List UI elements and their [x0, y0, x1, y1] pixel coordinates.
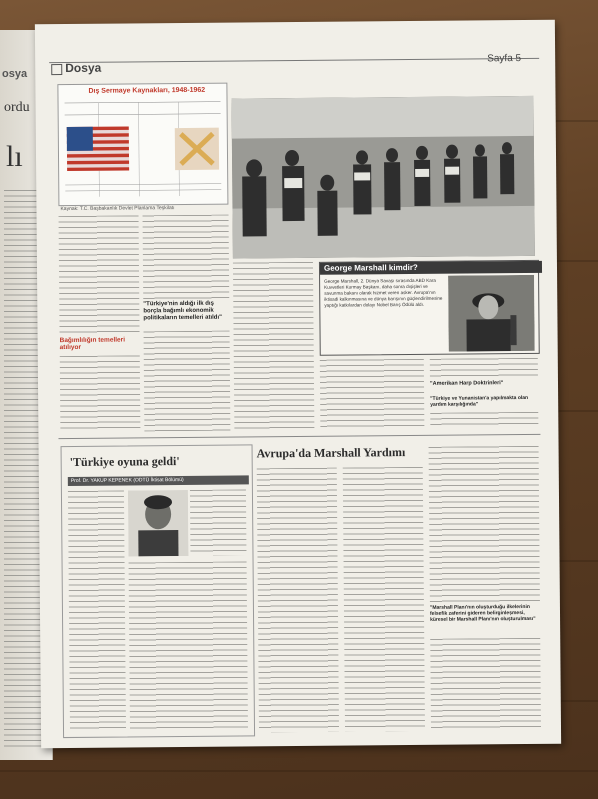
- body-text-col5b: [430, 412, 538, 429]
- article-title: Avrupa'da Marshall Yardımı: [256, 445, 406, 461]
- section-label: Dosya: [65, 60, 102, 76]
- column-text-col2: [129, 561, 248, 730]
- subhead-dependency: Bağımlılığın temelleri atılıyor: [59, 336, 126, 352]
- article-text-col1: [257, 468, 339, 733]
- marshall-box-title: George Marshall kimdir?: [320, 261, 542, 275]
- chart-graphic: [58, 84, 227, 205]
- marshall-box-text: George Marshall, 2. Dünya Savaşı sırasında ABD Kara Kuvvetleri Kurmay Başkanı, daha sonra dışişleri ve savunma bakanı olarak hizmet veren asker. Avrupa'nın iktisadi kalkınmasına ve dünya barışının güçlendirilmesine yaptığı katkılardan dolayı Nobel Barış Ödülü aldı.: [324, 277, 443, 308]
- highlight-aid: "Türkiye ve Yunanistan'a yapılmakta olan yardım karşılığında": [430, 394, 529, 408]
- turkey-flag-image: [175, 128, 219, 170]
- marshall-info-box: [319, 260, 540, 356]
- left-headline-2: lı: [6, 140, 23, 173]
- section-icon: [51, 64, 62, 75]
- column-text-col1: [68, 491, 126, 731]
- body-text-col3: [233, 262, 314, 431]
- column-byline: Prof. Dr. YAKUP KEPENEK (ODTÜ İktisat Bölümü): [68, 475, 249, 486]
- article-text-col3a: [429, 446, 540, 603]
- body-text-col1a: [59, 215, 140, 334]
- left-headline-1: ordu: [4, 100, 30, 115]
- page-number: Sayfa 5: [487, 53, 522, 65]
- column-text-col3a: [190, 489, 247, 555]
- body-text-col4: [320, 359, 425, 430]
- chart-box: [57, 83, 228, 206]
- article-text-col2: [343, 467, 425, 732]
- body-text-col1b: [60, 355, 141, 432]
- marshall-portrait-image: [448, 275, 535, 352]
- left-section-label: osya: [2, 68, 28, 80]
- column-box: [61, 444, 256, 738]
- body-text-col5a: [430, 358, 538, 379]
- chart-title: Dış Sermaye Kaynakları, 1948-1962: [88, 86, 206, 95]
- us-flag-image: [67, 126, 129, 171]
- newspaper-page: [35, 20, 561, 749]
- section-divider: [58, 434, 540, 439]
- chart-source: Kaynak: T.C. Başbakanlık Devlet Planlama Teşkilatı: [60, 205, 175, 213]
- main-photo: [232, 96, 535, 259]
- article-highlight: "Marshall Planı'nın oluşturduğu ilkelerinin felsefik zaferini gideren belirginleşmesi, küresel bir Marshall Planı'nın oluşturulması": [429, 603, 536, 623]
- kepenek-portrait-image: [128, 490, 189, 557]
- children-photo-image: [232, 96, 535, 259]
- body-text-col2a: [143, 215, 230, 300]
- chart-rows: [65, 184, 221, 191]
- header-rule: [49, 58, 539, 63]
- body-text-col2b: [144, 331, 231, 432]
- highlight-doctrine: "Amerikan Harp Doktrinleri": [429, 380, 504, 387]
- column-title: 'Türkiye oyuna geldi': [69, 454, 180, 469]
- article-text-col3b: [430, 638, 541, 731]
- pull-quote: "Türkiye'nin aldığı ilk dış borçla bağımlı ekonomik politikaların temelleri atıldı": [143, 300, 222, 322]
